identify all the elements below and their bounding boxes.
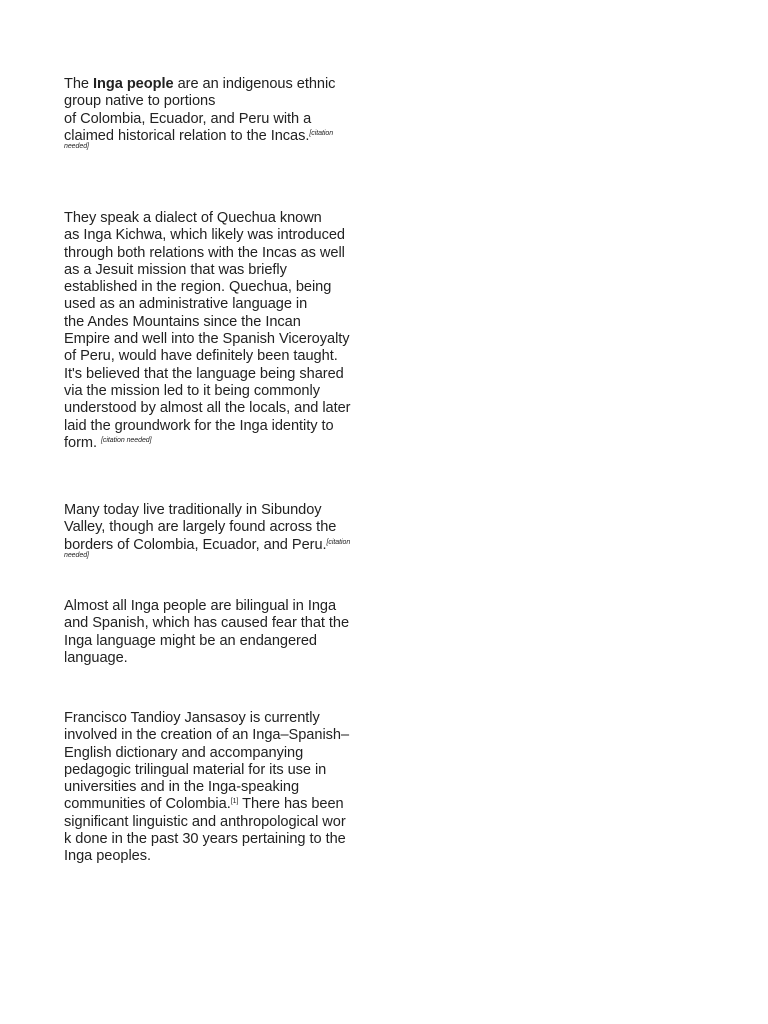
text-line: via the mission led to it being commonly bbox=[64, 382, 320, 399]
text-run: The bbox=[64, 76, 94, 92]
bold-term-inga-people: Inga people bbox=[93, 76, 174, 92]
text-line: Inga peoples. bbox=[64, 848, 151, 865]
citation-needed-wrap[interactable]: needed] bbox=[64, 143, 89, 151]
text-line: English dictionary and accompanying bbox=[64, 744, 304, 761]
text-line: They speak a dialect of Quechua known bbox=[64, 210, 322, 226]
text-line: of Peru, would have definitely been taught. bbox=[64, 348, 338, 365]
text-line: as Inga Kichwa, which likely was introduced bbox=[64, 227, 345, 244]
text-run: form. bbox=[64, 434, 101, 451]
text-line bbox=[64, 435, 364, 454]
text-line: and Spanish, which has caused fear that the bbox=[64, 615, 350, 632]
text-line: pedagogic trilingual material for its use in bbox=[64, 761, 327, 778]
paragraph-language bbox=[64, 210, 364, 454]
text-line: Francisco Tandioy Jansasoy is currently bbox=[64, 710, 320, 726]
text-line: understood by almost all the locals, and later bbox=[64, 400, 351, 417]
text-line: of Colombia, Ecuador, and Peru with a bbox=[64, 110, 312, 127]
text-line: through both relations with the Incas as well bbox=[64, 244, 345, 261]
text-run: claimed historical relation to the Incas. bbox=[64, 127, 310, 144]
text-line: k done in the past 30 years pertaining to the bbox=[64, 831, 346, 848]
text-line bbox=[64, 796, 364, 813]
text-line: as a Jesuit mission that was briefly bbox=[64, 261, 287, 278]
paragraph-intro bbox=[64, 76, 364, 151]
paragraph-dictionary bbox=[64, 710, 364, 866]
text-line: significant linguistic and anthropological wor bbox=[64, 813, 346, 830]
text-run: are an indigenous ethnic bbox=[173, 76, 336, 92]
text-line: established in the region. Quechua, being bbox=[64, 279, 332, 296]
citation-needed-link[interactable]: [citation needed] bbox=[101, 436, 152, 444]
reference-link-1[interactable]: [1] bbox=[230, 798, 239, 806]
text-line: Inga language might be an endangered bbox=[64, 632, 317, 649]
text-run: borders of Colombia, Ecuador, and Peru. bbox=[64, 536, 327, 553]
text-line: Valley, though are largely found across the bbox=[64, 519, 337, 536]
citation-needed-link[interactable]: [citation bbox=[309, 129, 334, 137]
text-line bbox=[64, 537, 364, 554]
text-line: laid the groundwork for the Inga identity to bbox=[64, 417, 334, 434]
text-line bbox=[64, 76, 364, 93]
paragraph-location bbox=[64, 502, 364, 560]
text-line: universities and in the Inga-speaking bbox=[64, 779, 300, 796]
citation-needed-link[interactable]: [citation bbox=[326, 538, 351, 546]
text-line: language. bbox=[64, 649, 128, 666]
text-line bbox=[64, 128, 364, 145]
text-line: Empire and well into the Spanish Viceroyalty bbox=[64, 331, 350, 348]
text-line: the Andes Mountains since the Incan bbox=[64, 313, 301, 330]
text-run: There has been bbox=[238, 796, 344, 813]
text-line: involved in the creation of an Inga–Spanish– bbox=[64, 727, 350, 744]
text-line: Almost all Inga people are bilingual in Inga bbox=[64, 598, 337, 614]
text-line: group native to portions bbox=[64, 93, 216, 110]
text-line: used as an administrative language in bbox=[64, 296, 308, 313]
text-line: Many today live traditionally in Sibundoy bbox=[64, 502, 322, 518]
text-run: communities of Colombia. bbox=[64, 796, 231, 813]
citation-needed-wrap[interactable]: needed] bbox=[64, 551, 89, 559]
paragraph-bilingual bbox=[64, 598, 364, 667]
text-line: It's believed that the language being shared bbox=[64, 365, 344, 382]
